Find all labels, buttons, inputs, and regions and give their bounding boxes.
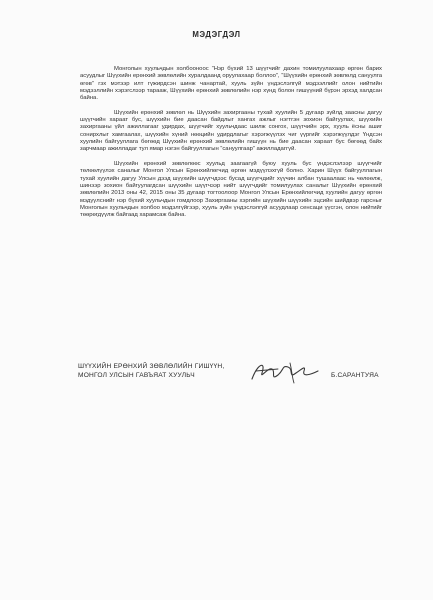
document-body [80,66,382,227]
paragraph-2: Шүүхийн ерөнхий зөвлөл нь Шүүхийн захиргааны тухай хуулийн 5 дугаар зүйлд заасны дагуу шүүгчийн хараат бус, шүүхийн бие даасан байдлыг хангах ажлыг нэгтгэн зохион байгуулах, шүүхийн захиргааны үйл ажиллагааг удирдах, шүүгчийг хуульчдаас шилж сонгох, шүүгчийн эрх, хууль ёсны ашиг сонирхлыг хамгаалах, шүүхийн хүний нөөцийн удирдлагыг хэрэгжүүлэх чиг үүргийг хэрэгжүүлдэг Үндсэн хуулийн байгууллага бөгөөд Шүүхийн ерөнхий зөвлөлийн гишүүн нь бие даасан хараат бус бөгөөд байх зарчмаар ажилладаг тул ямар нэгэн байгууллагын “сануулгаар” ажилладаггүй. [80,109,382,153]
handwritten-signature [248,359,328,385]
document-title: МЭДЭГДЭЛ [192,30,241,39]
signatory-title-line2: МОНГОЛ УЛСЫН ГАВЪЯАТ ХУУЛЬЧ [78,372,195,379]
paragraph-3: Шүүхийн ерөнхий зөвлөлөөс хуульд заагаагүй буюу хууль бус үндэслэлээр шүүгчийг төлөөлүүлэх саналыг Монгол Улсын Ерөнхийлөгчид өргөн мэдүүлэхгүй болно. Харин Шүүх байгууллагын тухай хуулийн дагуу Улсын дээд шүүхийн шүүгчдээс бусад шүүгчдийг хүүчин албан тушаалаас нь чөлөөлж, шинээр зохион байгуулагдсан шүүхийн шүүгчээр нийт шүүгчдийг томилуулах саналыг Шүүхийн ерөнхий зөвлөлийн 2013 оны 42, 2015 оны 35 дугаар тогтоолоор Монгол Улсын Ерөнхийлөгчид хуулийн дагуу өргөн мэдүүлснийг нэр бүхий хуульчдын гомдлоор Захиргааны хэргийн шүүхийн шүүхийн эцсийн шийдвэр гарсныг Монголын хуульчдын холбоо мэдэлгүйгээр, хууль зүйн үндэслэлгүй асуудлаар сенсаци үүсгэн, олон нийтийг төөрөгдүүлж байгаад харамсаж байна. [80,161,382,219]
signatory-name: Б.САРАНТУЯА [331,372,379,379]
paragraph-1: Монголын хуульчдын холбооноос “Нэр бүхий 13 шүүгчийг дахин томилуулахаар өргөн барих асуудлыг Шүүхийн ерөнхий зөвлөлийн хуралдаанд оруулахаар боллоо”, “Шүүхийн ерөнхий зөвлөлд сануулга өгөв” гэх мэтээр илт гүжирдсэн шинж чанартай, хууль зүйн үндэслэлгүй мэдээллийг олон нийтийн мэдээллийн хэрэгслээр тарааж, Шүүхийн ерөнхий зөвлөлийн нэр хүнд болон гишүүний бүрэн эрхэд халдсан байна. [80,66,382,102]
signature-block [78,363,398,393]
signatory-title-line1: ШҮҮХИЙН ЕРӨНХИЙ ЗӨВЛӨЛИЙН ГИШҮҮН, [78,363,225,370]
